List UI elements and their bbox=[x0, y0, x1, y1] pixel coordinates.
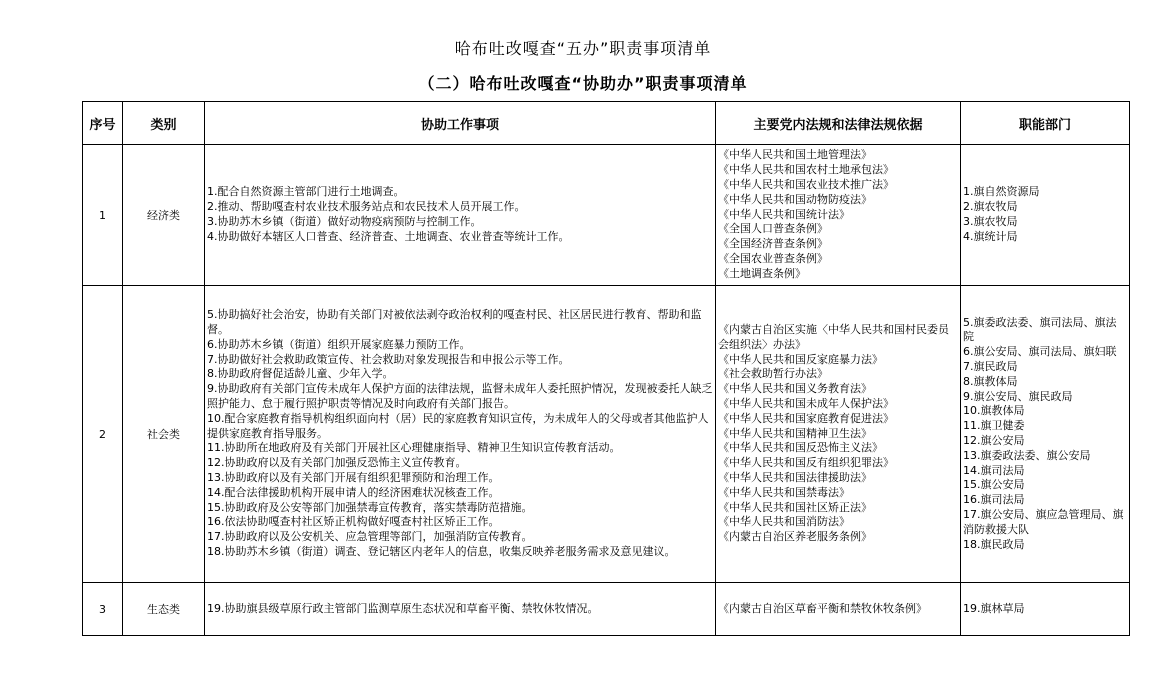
cell-line: 《中华人民共和国家庭教育促进法》 bbox=[718, 411, 894, 425]
cell-line: 14.配合法律援助机构开展申请人的经济困难状况核查工作。 bbox=[207, 485, 500, 499]
cell-line: 2.推动、帮助嘎查村农业技术服务站点和农民技术人员开展工作。 bbox=[207, 200, 526, 214]
row-category: 生态类 bbox=[123, 583, 205, 636]
row-tasks bbox=[205, 145, 716, 286]
cell-line: 《中华人民共和国农村土地承包法》 bbox=[718, 163, 894, 177]
cell-line: 16.依法协助嘎查村社区矫正机构做好嘎查村社区矫正工作。 bbox=[207, 515, 500, 529]
cell-line: 16.旗司法局 bbox=[963, 493, 1025, 507]
cell-line: 《全国人口普查条例》 bbox=[718, 222, 828, 236]
cell-line: 8.协助政府督促适龄儿童、少年入学。 bbox=[207, 367, 394, 381]
cell-line: 18.旗民政局 bbox=[963, 537, 1025, 551]
cell-line: 15.旗公安局 bbox=[963, 478, 1025, 492]
table-header-row bbox=[83, 102, 1130, 145]
cell-line: 13.旗委政法委、旗公安局 bbox=[963, 448, 1091, 462]
cell-line: 《中华人民共和国农业技术推广法》 bbox=[718, 178, 894, 191]
cell-line: 9.协助政府有关部门宣传未成年人保护方面的法律法规，监督未成年人委托照护情况，发现被委托人缺乏照护能力、怠于履行照护职责等情况及时向政府有关部门报告。 bbox=[207, 382, 713, 410]
cell-line: 13.协助政府以及有关部门开展有组织犯罪预防和治理工作。 bbox=[207, 470, 500, 484]
cell-line: 3.旗农牧局 bbox=[963, 215, 1018, 228]
row-legal-basis bbox=[716, 583, 961, 636]
cell-line: 5.旗委政法委、旗司法局、旗法院 bbox=[963, 315, 1117, 344]
row-departments bbox=[961, 145, 1130, 286]
cell-line: 10.配合家庭教育指导机构组织面向村（居）民的家庭教育知识宣传，为未成年人的父母或者其他监护人提供家庭教育指导服务。 bbox=[207, 411, 709, 440]
header-tasks: 协助工作事项 bbox=[205, 102, 716, 145]
row-tasks bbox=[205, 286, 716, 583]
cell-line: 《社会救助暂行办法》 bbox=[718, 367, 828, 381]
header-number: 序号 bbox=[83, 102, 123, 145]
cell-line: 4.协助做好本辖区人口普查、经济普查、土地调查、农业普查等统计工作。 bbox=[207, 229, 570, 243]
row-legal-basis bbox=[716, 145, 961, 286]
cell-line: 《中华人民共和国义务教育法》 bbox=[718, 382, 872, 396]
cell-line: 《中华人民共和国土地管理法》 bbox=[718, 148, 872, 162]
cell-line: 7.协助做好社会救助政策宣传、社会救助对象发现报告和申报公示等工作。 bbox=[207, 352, 570, 366]
cell-line: 《中华人民共和国反有组织犯罪法》 bbox=[718, 456, 894, 470]
table-row bbox=[83, 583, 1130, 636]
row-departments bbox=[961, 583, 1130, 636]
header-department: 职能部门 bbox=[961, 102, 1130, 145]
cell-line: 《中华人民共和国社区矫正法》 bbox=[718, 500, 872, 514]
cell-line: 8.旗教体局 bbox=[963, 374, 1018, 388]
cell-line: 6.旗公安局、旗司法局、旗妇联 bbox=[963, 345, 1117, 359]
row-legal-basis bbox=[716, 286, 961, 583]
cell-line: 4.旗统计局 bbox=[963, 229, 1018, 243]
cell-line: 《中华人民共和国精神卫生法》 bbox=[718, 426, 872, 440]
cell-line: 14.旗司法局 bbox=[963, 463, 1025, 477]
cell-line: 12.旗公安局 bbox=[963, 434, 1025, 447]
header-category: 类别 bbox=[123, 102, 205, 145]
cell-line: 15.协助政府及公安等部门加强禁毒宣传教育，落实禁毒防范措施。 bbox=[207, 500, 533, 514]
cell-line: 《内蒙古自治区养老服务条例》 bbox=[718, 530, 872, 544]
row-departments bbox=[961, 286, 1130, 583]
section-title: （二）哈布吐改嘎查“协助办”职责事项清单 bbox=[418, 74, 748, 93]
cell-line: 《中华人民共和国消防法》 bbox=[718, 515, 850, 529]
cell-line: 19.协助旗县级草原行政主管部门监测草原生态状况和草畜平衡、禁牧休牧情况。 bbox=[207, 601, 599, 615]
duty-list-table bbox=[82, 101, 1130, 636]
cell-line: 19.旗林草局 bbox=[963, 601, 1025, 615]
cell-line: 《中华人民共和国动物防疫法》 bbox=[718, 192, 872, 206]
cell-line: 17.协助政府以及公安机关、应急管理等部门，加强消防宣传教育。 bbox=[207, 530, 533, 544]
cell-line: 7.旗民政局 bbox=[963, 360, 1018, 374]
table-row bbox=[83, 286, 1130, 583]
row-tasks bbox=[205, 583, 716, 636]
cell-line: 17.旗公安局、旗应急管理局、旗消防救援大队 bbox=[963, 507, 1124, 536]
cell-line: 《全国农业普查条例》 bbox=[718, 251, 828, 265]
cell-line: 《中华人民共和国反恐怖主义法》 bbox=[718, 441, 883, 455]
row-number: 2 bbox=[83, 286, 123, 583]
cell-line: 6.协助苏木乡镇（街道）组织开展家庭暴力预防工作。 bbox=[207, 337, 471, 351]
cell-line: 10.旗教体局 bbox=[963, 404, 1025, 418]
cell-line: 3.协助苏木乡镇（街道）做好动物疫病预防与控制工作。 bbox=[207, 215, 482, 228]
cell-line: 《中华人民共和国反家庭暴力法》 bbox=[718, 352, 883, 366]
row-number: 3 bbox=[83, 583, 123, 636]
cell-line: 《土地调查条例》 bbox=[718, 266, 806, 280]
cell-line: 《内蒙古自治区实施〈中华人民共和国村民委员会组织法〉办法》 bbox=[718, 323, 949, 351]
cell-line: 9.旗公安局、旗民政局 bbox=[963, 389, 1073, 403]
row-category: 社会类 bbox=[123, 286, 205, 583]
table-row bbox=[83, 145, 1130, 286]
cell-line: 《中华人民共和国禁毒法》 bbox=[718, 485, 850, 499]
cell-line: 11.旗卫健委 bbox=[963, 419, 1025, 433]
cell-line: 《全国经济普查条例》 bbox=[718, 237, 828, 251]
document-title: 哈布吐改嘎查“五办”职责事项清单 bbox=[454, 39, 712, 58]
cell-line: 12.协助政府以及有关部门加强反恐怖主义宣传教育。 bbox=[207, 456, 467, 470]
row-category: 经济类 bbox=[123, 145, 205, 286]
cell-line: 2.旗农牧局 bbox=[963, 200, 1018, 214]
cell-line: 1.配合自然资源主管部门进行土地调查。 bbox=[207, 185, 405, 199]
cell-line: 5.协助搞好社会治安，协助有关部门对被依法剥夺政治权利的嘎查村民、社区居民进行教育、帮助和监督。 bbox=[207, 308, 702, 337]
cell-line: 11.协助所在地政府及有关部门开展社区心理健康指导、精神卫生知识宣传教育活动。 bbox=[207, 441, 621, 455]
cell-line: 1.旗自然资源局 bbox=[963, 185, 1040, 199]
cell-line: 18.协助苏木乡镇（街道）调查、登记辖区内老年人的信息，收集反映养老服务需求及意见建议。 bbox=[207, 544, 676, 558]
row-number: 1 bbox=[83, 145, 123, 286]
cell-line: 《中华人民共和国法律援助法》 bbox=[718, 470, 872, 484]
cell-line: 《中华人民共和国未成年人保护法》 bbox=[718, 397, 894, 410]
header-legal-basis: 主要党内法规和法律法规依据 bbox=[716, 102, 961, 145]
cell-line: 《中华人民共和国统计法》 bbox=[718, 207, 850, 221]
cell-line: 《内蒙古自治区草畜平衡和禁牧休牧条例》 bbox=[718, 601, 927, 615]
